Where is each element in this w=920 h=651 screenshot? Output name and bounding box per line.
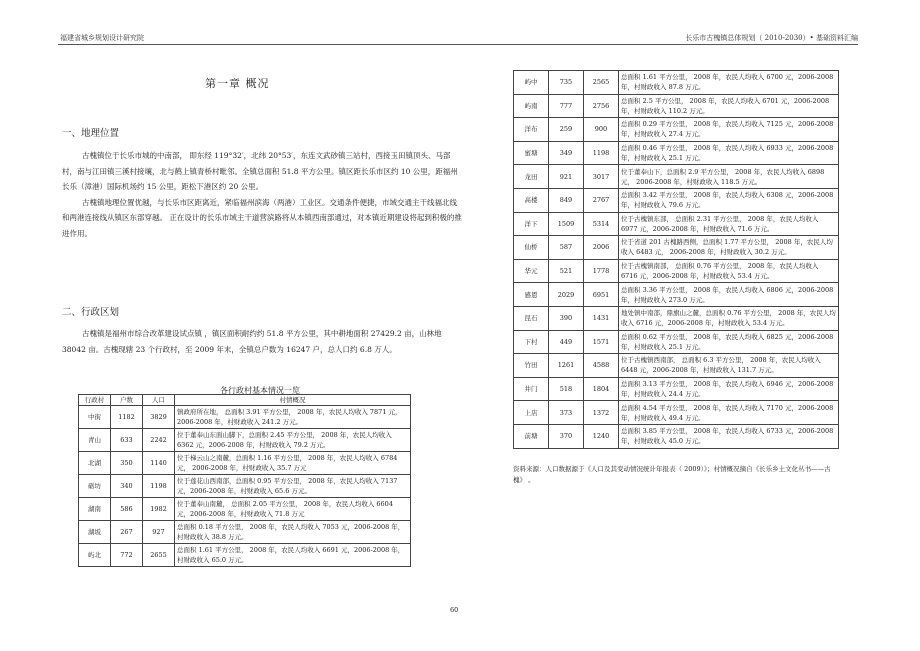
village-population: 1198 <box>143 475 175 498</box>
village-name: 感恩 <box>514 283 549 307</box>
village-overview: 位于董奉山下，总面积 2.9 平方公里， 2008 年，农民人均收入 6898 元， 2006-2008 年，村财政收入 118.5 万元。 <box>619 165 839 189</box>
village-population: 1982 <box>143 498 175 521</box>
village-name: 华元 <box>514 259 549 283</box>
village-overview: 位于梯云山之南麓，总面积 1.16 平方公里， 2008 年，农民人均收入 6784 元， 2006-2008 年，村财政收入 35.7 万元 <box>175 452 411 475</box>
village-overview: 总面积 0.46 平方公里， 2008 年，农民人均收入 6933 元，2006-2008 年，村财政收入 25.1 万元。 <box>619 141 839 165</box>
village-overview: 总面积 1.61 平方公里， 2008 年，农民人均收入 6691 元，2006-2008 年，村财政收入 65.0 万元。 <box>175 544 411 567</box>
village-overview: 镇政府所在地， 总面积 3.91 平方公里， 2008 年，农民人均收入 7871 元，2006-2008 年，村财政收入 241.2 万元。 <box>175 406 411 429</box>
village-overview: 总面积 3.36 平方公里， 2008 年，农民人均收入 6806 元，2006-2008 年，村财政收入 273.0 万元。 <box>619 283 839 307</box>
village-name: 青山 <box>79 429 111 452</box>
chapter-title: 第一章 概况 <box>205 77 270 90</box>
village-name: 井门 <box>514 377 549 401</box>
village-name: 竹田 <box>514 354 549 378</box>
village-population: 2767 <box>584 188 619 212</box>
village-name: 前塘 <box>514 424 549 448</box>
header-right: 长乐市古槐镇总体规划（ 2010-2030）• 基础资料汇编 <box>685 34 858 42</box>
village-population: 2006 <box>584 236 619 260</box>
village-population: 6951 <box>584 283 619 307</box>
village-households: 350 <box>111 452 143 475</box>
village-overview: 位于古槐镇西南部， 总面积 6.3 平方公里， 2008 年，农民人均收入 6448 元，2006-2008 年，村财政收入 131.7 万元。 <box>619 354 839 378</box>
location-paragraph-2: 古槐镇地理位置优越，与长乐市区距离近，紧临福州滨海（两港）工业区。交通条件便捷，市域交通主干线福北线和两港连接线从镇区东部穿越。 正在设计的长乐市域主干道营滨路将从本镇西南部通过，对本镇近期建设将起到积极的推进作用。 <box>62 197 462 238</box>
village-households: 340 <box>111 475 143 498</box>
village-households: 518 <box>549 377 584 401</box>
village-population: 4588 <box>584 354 619 378</box>
village-households: 921 <box>549 165 584 189</box>
village-overview: 位于省道 201 古槐路西侧，总面积 1.77 平方公里， 2008 年，农民人均收入 6483 元， 2006-2008 年，村财政收入 30.2 万元。 <box>619 236 839 260</box>
village-households: 633 <box>111 429 143 452</box>
village-households: 521 <box>549 259 584 283</box>
village-name: 昆石 <box>514 306 549 330</box>
source-note: 资料来源：人口数据源于《人口及其变动情况统计年报表（ 2009）》；村情概况摘自《长乐乡土文化丛书——古槐》 。 <box>513 465 831 484</box>
village-population: 3829 <box>143 406 175 429</box>
village-households: 267 <box>111 521 143 544</box>
village-households: 373 <box>549 401 584 425</box>
village-overview: 位于董奉山南麓， 总面积 2.05 平方公里， 2008 年，农民人均收入 6604 元，2006-2008 年，村财政收入 71.8 万元 <box>175 498 411 521</box>
village-population: 5314 <box>584 212 619 236</box>
table-row <box>79 521 411 544</box>
village-population: 1240 <box>584 424 619 448</box>
village-name: 高楼 <box>514 188 549 212</box>
table-row <box>79 429 411 452</box>
table-row <box>514 306 839 330</box>
village-households: 2029 <box>549 283 584 307</box>
village-households: 587 <box>549 236 584 260</box>
village-households: 259 <box>549 118 584 142</box>
location-paragraph-1: 古槐镇位于长乐市城的中南部， 即东经 119°32′，北纬 20°53′，东连文武砂镇三站村，西接玉田镇顶头、马部村，南与江田镇三溪村接壤，北与鹤上镇青桥村毗邻。全镇总面积 51.8 平方公里。镇区距长乐市区约 10 公里，距福州长乐（漳港）国际机场约 15 公里，距松下港区约 20 公里。 <box>62 151 458 191</box>
village-population: 1431 <box>584 306 619 330</box>
village-name: 仙桥 <box>514 236 549 260</box>
village-population: 1140 <box>143 452 175 475</box>
village-population: 2655 <box>143 544 175 567</box>
table-row <box>514 94 839 118</box>
table-caption: 各行政村基本情况一览 <box>220 386 300 395</box>
village-name: 屿南 <box>514 94 549 118</box>
table-row <box>514 259 839 283</box>
village-population: 1198 <box>584 141 619 165</box>
village-population: 1778 <box>584 259 619 283</box>
village-households: 370 <box>549 424 584 448</box>
village-name: 蜜塘 <box>514 141 549 165</box>
village-households: 1182 <box>111 406 143 429</box>
header-divider <box>58 44 858 45</box>
village-overview: 总面积 2.5 平方公里， 2008 年，农民人均收入 6701 元，2006-2008 年，村财政收入 110.2 万元。 <box>619 94 839 118</box>
village-name: 湖坂 <box>79 521 111 544</box>
table-row <box>514 141 839 165</box>
village-overview: 总面积 1.61 平方公里， 2008 年，农民人均收入 6700 元，2006-2008 年，村财政收入 87.8 万元。 <box>619 71 839 95</box>
village-households: 1509 <box>549 212 584 236</box>
table-header-row <box>79 395 411 406</box>
table-row <box>514 377 839 401</box>
village-name: 湖南 <box>79 498 111 521</box>
village-name: 下村 <box>514 330 549 354</box>
table-row <box>79 406 411 429</box>
village-population: 1571 <box>584 330 619 354</box>
table-row <box>514 118 839 142</box>
village-overview: 总面积 0.62 平方公里， 2008 年，农民人均收入 6825 元，2006-2008 年，村财政收入 25.1 万元。 <box>619 330 839 354</box>
header-left: 福建省城乡规划设计研究院 <box>60 34 144 42</box>
table-row <box>79 544 411 567</box>
village-name: 龙田 <box>514 165 549 189</box>
table-row <box>79 475 411 498</box>
table-row <box>514 165 839 189</box>
village-overview: 位于董奉山东面山脚下，总面积 2.45 平方公里， 2008 年，农民人均收入 6362 元，2006-2008 年，村财政收入 79.2 万元。 <box>175 429 411 452</box>
village-households: 449 <box>549 330 584 354</box>
header-population: 人口 <box>143 395 175 406</box>
village-name: 北湖 <box>79 452 111 475</box>
village-overview: 总面积 3.85 平方公里， 2008 年，农民人均收入 6733 元，2006-2008 年，村财政收入 45.0 万元。 <box>619 424 839 448</box>
village-households: 349 <box>549 141 584 165</box>
admin-body <box>62 326 462 357</box>
village-overview: 位于古槐镇东部， 总面积 2.31 平方公里， 2008 年，农民人均收入 6977 元，2006-2008 年，村财政收入 71.6 万元。 <box>619 212 839 236</box>
village-name: 中街 <box>79 406 111 429</box>
village-table-left <box>78 394 411 567</box>
village-overview: 总面积 3.42 平方公里， 2008 年，农民人均收入 6308 元，2006-2008 年，村财政收入 79.6 万元。 <box>619 188 839 212</box>
village-households: 777 <box>549 94 584 118</box>
village-households: 390 <box>549 306 584 330</box>
table-row <box>514 330 839 354</box>
header-village: 行政村 <box>79 395 111 406</box>
table-row <box>514 188 839 212</box>
village-households: 586 <box>111 498 143 521</box>
village-population: 2756 <box>584 94 619 118</box>
table-row <box>79 498 411 521</box>
village-households: 849 <box>549 188 584 212</box>
village-table-right <box>513 70 839 449</box>
village-population: 1804 <box>584 377 619 401</box>
village-name: 屿北 <box>79 544 111 567</box>
village-population: 2565 <box>584 71 619 95</box>
village-population: 2242 <box>143 429 175 452</box>
village-households: 735 <box>549 71 584 95</box>
village-name: 屿中 <box>514 71 549 95</box>
table-row <box>514 424 839 448</box>
table-row <box>514 71 839 95</box>
village-population: 900 <box>584 118 619 142</box>
table-row <box>514 401 839 425</box>
village-overview: 地处镇中南部，鼎旗山之麓，总面积 0.76 平方公里， 2008 年，农民人均收入 6716 元，2006-2008 年，村财政收入 53.4 万元。 <box>619 306 839 330</box>
table-row <box>514 212 839 236</box>
section-title-admin: 二、行政区划 <box>62 307 120 318</box>
village-overview: 总面积 4.54 平方公里， 2008 年，农民人均收入 7170 元，2006-2008 年，村财政收入 49.4 万元。 <box>619 401 839 425</box>
header-households: 户数 <box>111 395 143 406</box>
village-name: 上店 <box>514 401 549 425</box>
village-overview: 总面积 3.13 平方公里， 2008 年，农民人均收入 6946 元，2006-2008 年，村财政收入 24.4 万元。 <box>619 377 839 401</box>
table-row <box>514 354 839 378</box>
header-overview: 村情概况 <box>175 395 411 406</box>
village-households: 1261 <box>549 354 584 378</box>
village-population: 927 <box>143 521 175 544</box>
village-overview: 总面积 0.29 平方公里， 2008 年，农民人均收入 7125 元，2006-2008 年，村财政收入 27.4 万元。 <box>619 118 839 142</box>
village-overview: 位于莲花山西南部，总面积 0.95 平方公里， 2008 年，农民人均收入 7137 元，2006-2008 年，村财政收入 65.6 万元。 <box>175 475 411 498</box>
village-name: 砺坊 <box>79 475 111 498</box>
village-households: 772 <box>111 544 143 567</box>
location-body <box>62 148 462 241</box>
page-number: 60 <box>450 606 459 614</box>
village-population: 3017 <box>584 165 619 189</box>
table-row <box>514 283 839 307</box>
village-name: 洋下 <box>514 212 549 236</box>
table-row <box>514 236 839 260</box>
village-name: 洋布 <box>514 118 549 142</box>
table-row <box>79 452 411 475</box>
admin-paragraph-1: 古槐镇是福州市综合改革建设试点镇 ，镇区面积耐约约 51.8 平方公里，其中耕地面积 27429.2 亩，山林地 38042 亩。古槐现辖 23 个行政村，至 2009 年末，全镇总户数为 16247 户，总人口约 6.8 万人。 <box>62 329 442 354</box>
village-overview: 总面积 0.18 平方公里， 2008 年，农民人均收入 7053 元，2006-2008 年，村财政收入 38.8 万元。 <box>175 521 411 544</box>
section-title-location: 一、地理位置 <box>62 128 120 139</box>
village-overview: 位于古槐镇南部， 总面积 0.76 平方公里， 2008 年，农民人均收入 6716 元，2006-2008 年，村财政收入 53.4 万元。 <box>619 259 839 283</box>
village-population: 1372 <box>584 401 619 425</box>
